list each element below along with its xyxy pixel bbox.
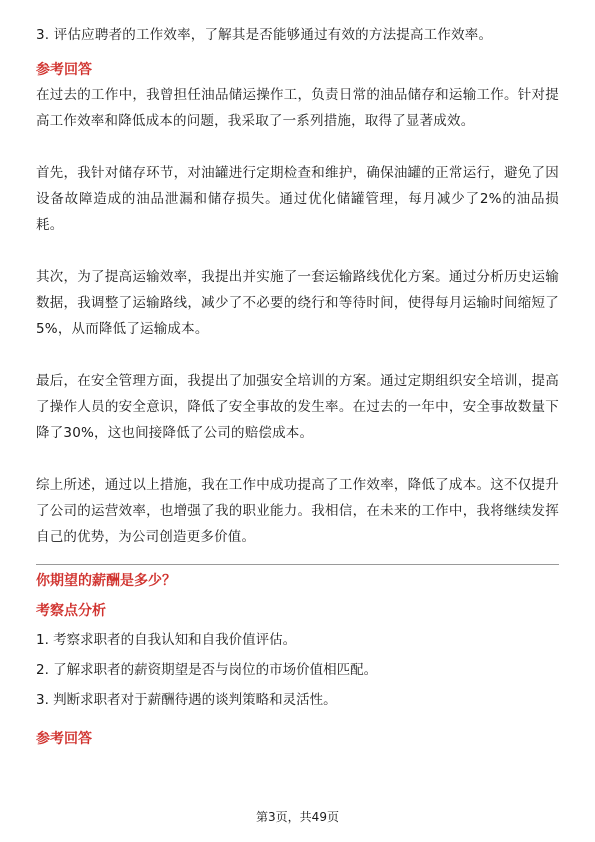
- answer-paragraph-transport: 其次，为了提高运输效率，我提出并实施了一套运输路线优化方案。通过分析历史运输数据，我调整了运输路线，减少了不必要的绕行和等待时间，使得每月运输时间缩短了5%，从而降低了运输成本。: [36, 269, 559, 337]
- paragraph-spacer: [36, 238, 559, 264]
- answer-heading: 参考回答: [36, 62, 92, 78]
- page-content: [36, 22, 559, 751]
- question-title: 你期望的薪酬是多少？: [36, 573, 176, 589]
- answer-paragraph-intro: 在过去的工作中，我曾担任油品储运操作工，负责日常的油品储存和运输工作。针对提高工作效率和降低成本的问题，我采取了一系列措施，取得了显著成效。: [36, 87, 559, 129]
- answer-paragraph-safety: 最后，在安全管理方面，我提出了加强安全培训的方案。通过定期组织安全培训，提高了操作人员的安全意识，降低了安全事故的发生率。在过去的一年中，安全事故数量下降了30%，这也间接降低了公司的赔偿成本。: [36, 373, 559, 441]
- paragraph-spacer: [36, 342, 559, 368]
- section-divider: [36, 564, 559, 565]
- paragraph-spacer: [36, 446, 559, 472]
- analysis-item: 2. 了解求职者的薪资期望是否与岗位的市场价值相匹配。: [36, 662, 378, 678]
- question-item: 3. 评估应聘者的工作效率，了解其是否能够通过有效的方法提高工作效率。: [36, 27, 493, 43]
- answer-paragraph-storage: 首先，我针对储存环节，对油罐进行定期检查和维护，确保油罐的正常运行，避免了因设备故障造成的油品泄漏和储存损失。通过优化储罐管理，每月减少了2%的油品损耗。: [36, 165, 559, 233]
- analysis-heading: 考察点分析: [36, 603, 106, 619]
- answer-paragraph-summary: 综上所述，通过以上措施，我在工作中成功提高了工作效率，降低了成本。这不仅提升了公司的运营效率，也增强了我的职业能力。我相信，在未来的工作中，我将继续发挥自己的优势，为公司创造更多价值。: [36, 477, 559, 545]
- page-footer: [0, 808, 595, 825]
- answer-heading: 参考回答: [36, 731, 92, 747]
- page-number: 第3页，共49页: [256, 810, 339, 824]
- analysis-item: 3. 判断求职者对于薪酬待遇的谈判策略和灵活性。: [36, 692, 337, 708]
- paragraph-spacer: [36, 134, 559, 160]
- analysis-item: 1. 考察求职者的自我认知和自我价值评估。: [36, 632, 297, 648]
